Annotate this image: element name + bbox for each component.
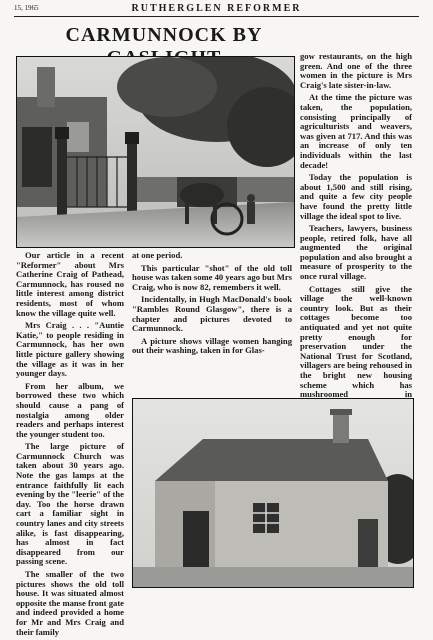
- paragraph: Our article in a recent "Reformer" about Mrs Catherine Craig of Pathead, Carmunnock, has roused no little interest among district residents, most of whom know the village quite well.: [16, 250, 124, 318]
- paragraph: Cottages still give the village the well-known country look. But as their cottages become too antiquated and yet not quite pretty enough for preservation under the National Trust for Scotland, villagers are being rehoused in the bright new housing scheme which has mushroomed in: [300, 283, 412, 400]
- masthead: [14, 2, 419, 17]
- paragraph: A picture shows village women hanging out their washing, taken in for Glas-: [132, 335, 292, 356]
- paragraph: Teachers, lawyers, business people, retired folk, have all augmented the original population and also brought a measure of prosperity to the once rural village.: [300, 223, 412, 282]
- paragraph: This particular "shot" of the old toll house was taken some 40 years ago but Mrs Craig, who is now 82, remembers it well.: [132, 262, 292, 292]
- article-column-1: [16, 251, 124, 640]
- paragraph: The large picture of Carmunnock Church was taken about 30 years ago. Note the gas lamps at the entrance faithfully lit each evening by the "leerie" of the day. Too the horse drawn cart a familiar sight in country lanes and city streets alike, is fast disappearing, has almost in fact disappeared from our passing scene.: [16, 441, 124, 567]
- article-headline: CARMUNNOCK BY: [65, 24, 263, 46]
- paragraph: From her album, we borrowed these two which should cause a pang of nostalgia among older readers and perhaps interest the younger student too.: [16, 380, 124, 439]
- paragraph: Incidentally, in Hugh MacDonald's book "Rambles Round Glasgow", there is a chapter and pictures devoted to Carmunnock.: [132, 294, 292, 334]
- article-column-3: [300, 52, 412, 422]
- church-photo: [16, 56, 295, 248]
- church-photo-image: [17, 57, 294, 247]
- toll-house-photo-image: [133, 399, 413, 587]
- paragraph: gow restaurants, on the high green. And one of the three women in the picture is Mrs Craig's late sister-in-law.: [300, 51, 412, 90]
- paragraph: at one period.: [132, 250, 183, 260]
- issue-date: 15, 1965: [14, 4, 39, 12]
- paragraph: Today the population is about 1,500 and still rising, and quite a few city people have found the pretty little village the ideal spot to live.: [300, 172, 412, 221]
- paragraph: The smaller of the two pictures shows the old toll house. It was situated almost opposite the manse front gate and indeed provided a home for Mr and Mrs Craig and their family: [16, 569, 124, 637]
- article-column-2: [132, 251, 292, 359]
- paragraph: At the time the picture was taken, the population, consisting principally of agriculturists and weavers, was given at 717. And this was an increase of only ten individuals within the last decade!: [300, 92, 412, 170]
- toll-house-photo: [132, 398, 414, 588]
- paragraph: Mrs Craig . . . "Auntie Katie," to people residing in Carmunnock, has her own little picture gallery showing the village as it was in her younger days.: [16, 320, 124, 379]
- publication-name: RUTHERGLEN REFORMER: [131, 3, 302, 14]
